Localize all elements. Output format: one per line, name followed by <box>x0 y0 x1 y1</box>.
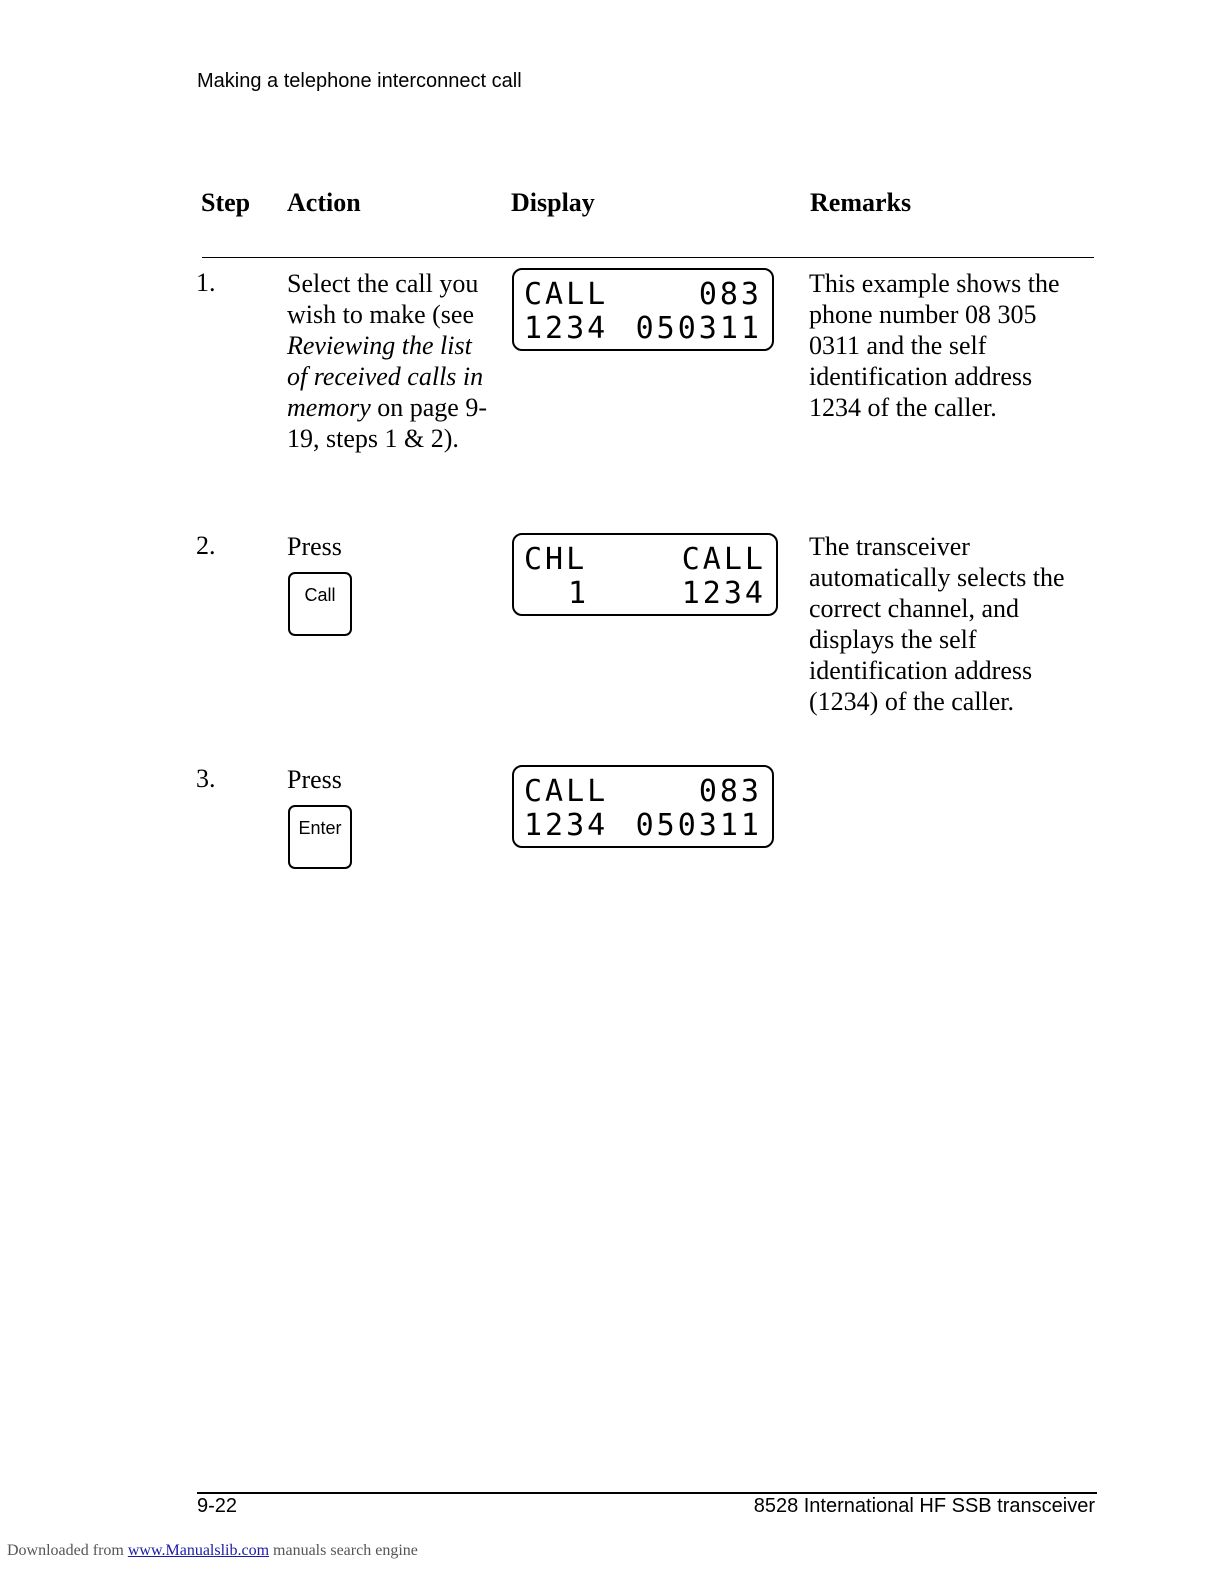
manual-title: 8528 International HF SSB transceiver <box>753 1495 1095 1517</box>
lcd-display-1-line-1 <box>524 278 762 312</box>
remarks-text-2: The transceiver automatically selects the correct channel, and displays the self identification address (1234) of the caller. <box>809 532 1065 716</box>
step-number-1: 1. <box>196 268 216 297</box>
lcd-display-3-line-2-right: 050311 <box>635 808 762 843</box>
lcd-display-2-line-1-right: CALL <box>681 542 766 577</box>
lcd-display-3-line-2 <box>524 809 762 843</box>
download-note-suffix: manuals search engine <box>269 1542 418 1559</box>
lcd-display-2-line-2-right: 1234 <box>681 576 766 611</box>
footer-divider <box>197 1492 1097 1494</box>
lcd-display-1-line-2-left: 1234 <box>524 311 609 346</box>
lcd-display-2-line-1-left: CHL <box>524 542 588 577</box>
enter-key-button[interactable]: Enter <box>288 805 352 869</box>
manualslib-link[interactable]: www.Manualslib.com <box>127 1542 270 1559</box>
action-text-1-reference: Reviewing the list of received calls in memory <box>287 331 484 422</box>
call-key-button[interactable]: Call <box>288 572 352 636</box>
column-header-action: Action <box>287 188 361 217</box>
action-text-1 <box>287 268 497 454</box>
column-header-display: Display <box>511 188 595 217</box>
running-header: Making a telephone interconnect call <box>197 70 522 92</box>
action-text-2: Press <box>287 532 342 561</box>
lcd-display-1-line-1-left: CALL <box>524 277 609 312</box>
remarks-text-1: This example shows the phone number 08 305 0311 and the self identification address 1234 of the caller. <box>809 269 1060 422</box>
header-divider <box>202 257 1094 258</box>
action-text-3: Press <box>287 765 342 794</box>
lcd-display-1-line-1-right: 083 <box>698 277 762 312</box>
lcd-display-3-line-1 <box>524 775 762 809</box>
action-text-1-part-a: Select the call you wish to make (see <box>287 269 479 329</box>
lcd-display-1-line-2-right: 050311 <box>635 311 762 346</box>
step-number-2: 2. <box>196 531 216 560</box>
lcd-display-1 <box>512 268 774 351</box>
column-header-step: Step <box>201 188 251 217</box>
step-number-3: 3. <box>196 764 216 793</box>
lcd-display-3-line-2-left: 1234 <box>524 808 609 843</box>
page-number: 9-22 <box>197 1495 238 1517</box>
lcd-display-2 <box>512 533 778 616</box>
column-header-remarks: Remarks <box>810 188 912 217</box>
lcd-display-3 <box>512 765 774 848</box>
lcd-display-3-line-1-right: 083 <box>698 774 762 809</box>
lcd-display-3-line-1-left: CALL <box>524 774 609 809</box>
download-note <box>7 1542 418 1560</box>
lcd-display-1-line-2 <box>524 312 762 346</box>
lcd-display-2-line-2 <box>524 577 766 611</box>
lcd-display-2-line-2-left: 1 <box>568 576 590 611</box>
action-text-1-part-c: on page 9-19, steps 1 & 2). <box>287 393 488 453</box>
lcd-display-2-line-1 <box>524 543 766 577</box>
download-note-prefix: Downloaded from <box>7 1542 128 1559</box>
